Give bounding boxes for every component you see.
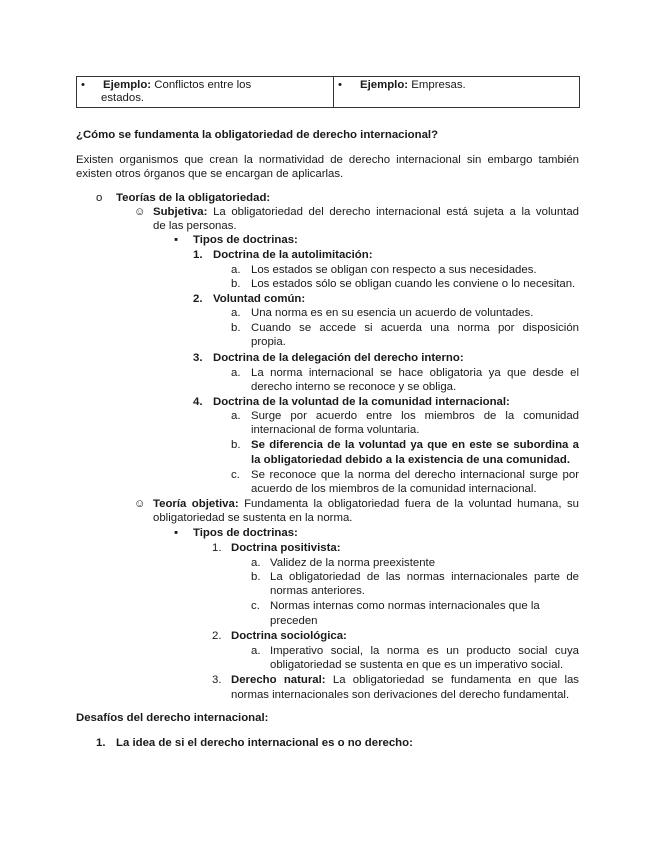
subjective-text: La obligatoriedad del derecho internacional está sujeta a la voluntad (213, 206, 579, 218)
objective-line-1 (153, 497, 579, 511)
objective-text: Fundamenta la obligatoriedad fuera de la voluntad humana, su (244, 498, 579, 510)
doctrine-title: Doctrina de la delegación del derecho interno: (213, 352, 464, 364)
item-text-cont: normas anteriores. (270, 585, 365, 597)
item-text: Cuando se accede si acuerda una norma por disposición (251, 322, 579, 334)
doctrine-number: 2. (193, 293, 203, 305)
challenge-number: 1. (96, 737, 106, 749)
item-letter: b. (231, 439, 241, 451)
example-label: Ejemplo: (360, 79, 409, 91)
theories-title: Teorías de la obligatoriedad: (116, 192, 271, 204)
example-text: Conflictos entre los (154, 79, 252, 91)
item-text-cont: internacional de forma voluntaria. (251, 424, 420, 436)
doctrine-number: 1. (212, 542, 222, 554)
challenge-text: La idea de si el derecho internacional es o no derecho: (116, 737, 413, 749)
bullet-icon: • (338, 79, 342, 91)
example-label: Ejemplo: (103, 79, 152, 91)
challenges-heading: Desafíos del derecho internacional: (76, 712, 269, 724)
types-title: Tipos de doctrinas: (193, 527, 298, 539)
item-text-cont: preceden (270, 615, 318, 627)
item-text: Los estados sólo se obligan cuando les conviene o lo necesitan. (251, 278, 576, 290)
subjective-label: Subjetiva: (153, 206, 208, 218)
item-letter: a. (251, 645, 261, 657)
bullet-icon: • (81, 79, 85, 91)
table-cell-right (334, 77, 580, 108)
item-text: Imperativo social, la norma es un producto social cuya (270, 645, 579, 657)
item-text: Se reconoce que la norma del derecho internacional surge por (251, 469, 579, 481)
objective-label: Teoría objetiva: (153, 498, 239, 510)
doctrine-number: 3. (212, 674, 222, 686)
doctrine-title: Derecho natural: (231, 674, 326, 686)
item-letter: b. (251, 571, 261, 583)
table-row (77, 77, 580, 108)
doctrine-title: Doctrina de la autolimitación: (213, 249, 373, 261)
example-text: Empresas. (411, 79, 466, 91)
types-title: Tipos de doctrinas: (193, 234, 298, 246)
doctrine-title: Doctrina positivista: (231, 542, 341, 554)
item-text: Normas internas como normas internacionales que la (270, 600, 540, 612)
item-text-cont: propia. (251, 336, 286, 348)
subjective-line-1 (153, 205, 579, 219)
doctrine-title: Doctrina sociológica: (231, 630, 347, 642)
square-bullet-icon: ▪ (174, 527, 179, 539)
item-letter: a. (231, 367, 241, 379)
smiley-icon: ☺ (134, 498, 146, 510)
question-heading: ¿Cómo se fundamenta la obligatoriedad de derecho internacional? (76, 129, 439, 141)
item-text-cont: derecho interno se reconoce y se obliga. (251, 381, 457, 393)
intro-line-2: existen otros órganos que se encargan de aplicarlas. (76, 168, 344, 180)
item-text-cont: acuerdo de los miembros de la comunidad internacional. (251, 483, 537, 495)
objective-line-2: obligatoriedad se sustenta en la norma. (153, 512, 353, 524)
item-letter: a. (231, 264, 241, 276)
doctrine-number: 1. (193, 249, 203, 261)
subjective-line-2: de las personas. (153, 220, 237, 232)
smiley-icon: ☺ (134, 206, 146, 218)
doctrine-number: 4. (193, 396, 203, 408)
natural-law-line-1 (231, 673, 579, 687)
table-cell-left (77, 77, 334, 108)
example-text-cont: estados. (101, 92, 145, 104)
doctrine-title: Voluntad común: (213, 293, 306, 305)
item-letter: b. (231, 278, 241, 290)
examples-table (76, 76, 580, 108)
item-text: Los estados se obligan con respecto a sus necesidades. (251, 264, 537, 276)
item-letter: b. (231, 322, 241, 334)
doctrine-number: 2. (212, 630, 222, 642)
item-letter: a. (251, 557, 261, 569)
item-text: Surge por acuerdo entre los miembros de la comunidad (251, 410, 579, 422)
doctrine-number: 3. (193, 352, 203, 364)
item-text: Se diferencia de la voluntad ya que en este se subordina a (251, 439, 579, 451)
natural-law-text: La obligatoriedad se fundamenta en que las (332, 674, 580, 686)
item-text: La norma internacional se hace obligatoria ya que desde el (251, 367, 579, 379)
natural-law-line-2: normas internacionales son derivaciones del derecho fundamental. (231, 689, 570, 701)
intro-line-1: Existen organismos que crean la normatividad de derecho internacional sin embargo también (76, 154, 579, 166)
item-letter: a. (231, 307, 241, 319)
square-bullet-icon: ▪ (174, 234, 179, 246)
item-text: Validez de la norma preexistente (270, 557, 436, 569)
item-text: La obligatoriedad de las normas internacionales parte de (270, 571, 579, 583)
item-text-cont: la obligatoriedad debido a la existencia de una comunidad. (251, 454, 571, 466)
circle-bullet-icon: o (96, 192, 103, 204)
item-letter: c. (251, 600, 260, 612)
item-letter: a. (231, 410, 241, 422)
item-text: Una norma es en su esencia un acuerdo de voluntades. (251, 307, 534, 319)
doctrine-title: Doctrina de la voluntad de la comunidad internacional: (213, 396, 510, 408)
item-text-cont: obligatoriedad se sustenta en que es un imperativo social. (270, 659, 564, 671)
item-letter: c. (231, 469, 240, 481)
